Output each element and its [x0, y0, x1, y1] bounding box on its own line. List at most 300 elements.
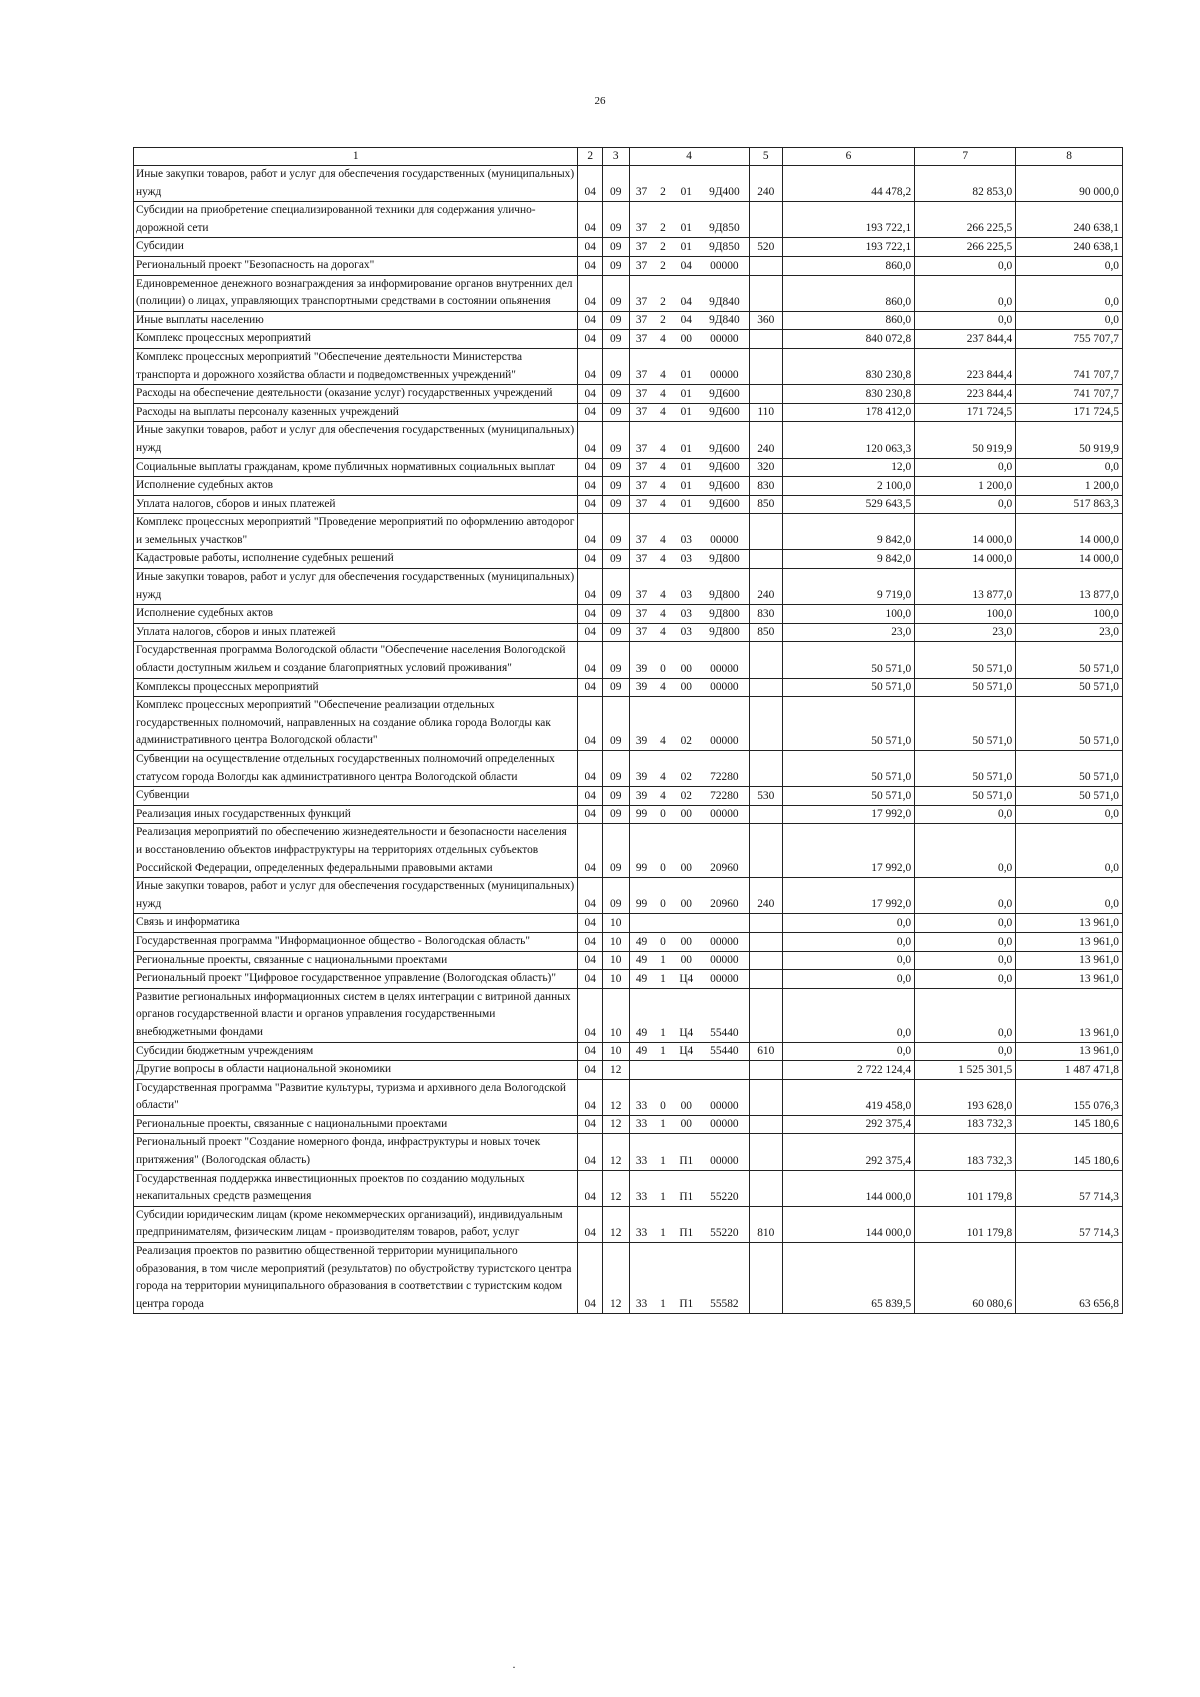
row-subprogram-code: 0 — [654, 878, 673, 914]
row-direction-code: 55582 — [700, 1243, 749, 1314]
row-name-cell: Уплата налогов, сборов и иных платежей — [134, 495, 578, 514]
row-section-code: 04 — [578, 1243, 602, 1314]
row-subprogram-code: 2 — [654, 275, 673, 311]
row-activity-code: 00 — [672, 1115, 700, 1134]
row-direction-code: 00000 — [700, 1115, 749, 1134]
row-section-code: 04 — [578, 514, 602, 550]
row-subsection-code: 09 — [602, 256, 629, 275]
row-subsection-code: 10 — [602, 970, 629, 989]
row-amount-col6: 17 992,0 — [782, 824, 914, 878]
row-subprogram-code: 4 — [654, 605, 673, 624]
row-amount-col7: 0,0 — [915, 970, 1016, 989]
row-direction-code: 9Д850 — [700, 202, 749, 238]
header-col-8: 8 — [1016, 148, 1123, 166]
row-subsection-code: 09 — [602, 550, 629, 569]
table-row — [134, 623, 1123, 642]
row-subprogram-code: 1 — [654, 988, 673, 1042]
row-program-code — [629, 1061, 653, 1080]
row-subsection-code: 09 — [602, 275, 629, 311]
row-amount-col8: 155 076,3 — [1016, 1079, 1123, 1115]
row-direction-code: 20960 — [700, 878, 749, 914]
row-direction-code: 00000 — [700, 330, 749, 349]
row-direction-code: 9Д800 — [700, 623, 749, 642]
row-program-code: 37 — [629, 330, 653, 349]
row-section-code: 04 — [578, 458, 602, 477]
row-amount-col7: 0,0 — [915, 495, 1016, 514]
row-activity-code: 03 — [672, 550, 700, 569]
row-name-cell: Кадастровые работы, исполнение судебных решений — [134, 550, 578, 569]
row-activity-code: 00 — [672, 824, 700, 878]
row-amount-col7: 0,0 — [915, 878, 1016, 914]
row-activity-code — [672, 1061, 700, 1080]
row-subsection-code: 09 — [602, 385, 629, 404]
row-amount-col8: 13 961,0 — [1016, 970, 1123, 989]
row-section-code: 04 — [578, 805, 602, 824]
table-row — [134, 824, 1123, 878]
row-subprogram-code: 4 — [654, 787, 673, 806]
row-program-code: 39 — [629, 787, 653, 806]
row-subsection-code: 10 — [602, 932, 629, 951]
row-direction-code: 20960 — [700, 824, 749, 878]
row-expense-type — [749, 1079, 782, 1115]
row-program-code: 33 — [629, 1079, 653, 1115]
row-name-cell: Иные выплаты населению — [134, 311, 578, 330]
row-subprogram-code: 0 — [654, 824, 673, 878]
row-amount-col8: 50 571,0 — [1016, 678, 1123, 697]
row-expense-type: 520 — [749, 238, 782, 257]
row-amount-col6: 100,0 — [782, 605, 914, 624]
row-subsection-code: 12 — [602, 1079, 629, 1115]
table-row — [134, 1170, 1123, 1206]
row-amount-col8: 13 961,0 — [1016, 914, 1123, 933]
row-name-cell: Региональный проект "Создание номерного фонда, инфраструктуры и новых точек притяжения" (Вологодская область) — [134, 1134, 578, 1170]
row-program-code: 49 — [629, 951, 653, 970]
row-program-code: 33 — [629, 1134, 653, 1170]
row-expense-type — [749, 697, 782, 751]
table-row — [134, 951, 1123, 970]
row-name-cell: Иные закупки товаров, работ и услуг для обеспечения государственных (муниципальных) нужд — [134, 878, 578, 914]
row-expense-type — [749, 1170, 782, 1206]
row-program-code: 37 — [629, 166, 653, 202]
row-amount-col6: 144 000,0 — [782, 1206, 914, 1242]
row-name-cell: Государственная программа "Развитие культуры, туризма и архивного дела Вологодской области" — [134, 1079, 578, 1115]
row-expense-type: 810 — [749, 1206, 782, 1242]
row-name-cell: Социальные выплаты гражданам, кроме публичных нормативных социальных выплат — [134, 458, 578, 477]
row-subsection-code: 12 — [602, 1061, 629, 1080]
table-row — [134, 787, 1123, 806]
row-amount-col7: 0,0 — [915, 914, 1016, 933]
row-amount-col6: 9 842,0 — [782, 550, 914, 569]
row-amount-col8: 145 180,6 — [1016, 1115, 1123, 1134]
row-direction-code: 9Д600 — [700, 477, 749, 496]
row-amount-col6: 23,0 — [782, 623, 914, 642]
row-amount-col6: 50 571,0 — [782, 787, 914, 806]
row-amount-col7: 13 877,0 — [915, 569, 1016, 605]
row-subsection-code: 10 — [602, 1042, 629, 1061]
row-amount-col8: 0,0 — [1016, 256, 1123, 275]
row-expense-type: 530 — [749, 787, 782, 806]
row-subprogram-code: 4 — [654, 678, 673, 697]
row-activity-code: Ц4 — [672, 970, 700, 989]
row-expense-type — [749, 202, 782, 238]
row-expense-type — [749, 805, 782, 824]
row-amount-col7: 101 179,8 — [915, 1170, 1016, 1206]
row-amount-col6: 860,0 — [782, 311, 914, 330]
table-row — [134, 202, 1123, 238]
row-section-code: 04 — [578, 256, 602, 275]
row-amount-col8: 14 000,0 — [1016, 514, 1123, 550]
row-expense-type: 240 — [749, 569, 782, 605]
row-section-code: 04 — [578, 238, 602, 257]
row-expense-type: 830 — [749, 605, 782, 624]
row-activity-code: П1 — [672, 1170, 700, 1206]
row-section-code: 04 — [578, 275, 602, 311]
row-expense-type — [749, 1243, 782, 1314]
row-name-cell: Уплата налогов, сборов и иных платежей — [134, 623, 578, 642]
row-activity-code: 02 — [672, 751, 700, 787]
row-section-code: 04 — [578, 1061, 602, 1080]
row-amount-col6: 840 072,8 — [782, 330, 914, 349]
row-amount-col8: 741 707,7 — [1016, 348, 1123, 384]
row-subsection-code: 09 — [602, 805, 629, 824]
row-amount-col8: 13 961,0 — [1016, 1042, 1123, 1061]
row-name-cell: Субсидии — [134, 238, 578, 257]
row-amount-col7: 0,0 — [915, 458, 1016, 477]
row-subprogram-code: 4 — [654, 330, 673, 349]
row-amount-col6: 178 412,0 — [782, 403, 914, 422]
row-amount-col7: 100,0 — [915, 605, 1016, 624]
row-subsection-code: 09 — [602, 623, 629, 642]
row-subsection-code: 09 — [602, 166, 629, 202]
row-direction-code: 9Д800 — [700, 550, 749, 569]
table-row — [134, 805, 1123, 824]
row-subprogram-code: 1 — [654, 951, 673, 970]
row-name-cell: Исполнение судебных актов — [134, 477, 578, 496]
row-activity-code: 00 — [672, 678, 700, 697]
row-amount-col7: 0,0 — [915, 988, 1016, 1042]
row-program-code: 37 — [629, 495, 653, 514]
row-activity-code: Ц4 — [672, 988, 700, 1042]
table-row — [134, 1206, 1123, 1242]
row-amount-col8: 240 638,1 — [1016, 238, 1123, 257]
row-expense-type — [749, 678, 782, 697]
row-section-code: 04 — [578, 605, 602, 624]
row-expense-type — [749, 1061, 782, 1080]
row-subprogram-code: 4 — [654, 458, 673, 477]
row-subprogram-code: 1 — [654, 1134, 673, 1170]
row-subprogram-code: 4 — [654, 569, 673, 605]
row-expense-type — [749, 256, 782, 275]
row-program-code: 99 — [629, 805, 653, 824]
row-subsection-code: 09 — [602, 514, 629, 550]
row-direction-code: 9Д800 — [700, 569, 749, 605]
row-amount-col6: 17 992,0 — [782, 878, 914, 914]
row-section-code: 04 — [578, 202, 602, 238]
row-subprogram-code: 0 — [654, 642, 673, 678]
budget-table-container — [133, 147, 1123, 1314]
row-amount-col8: 171 724,5 — [1016, 403, 1123, 422]
row-subprogram-code — [654, 1061, 673, 1080]
row-amount-col7: 50 571,0 — [915, 642, 1016, 678]
table-row — [134, 275, 1123, 311]
table-row — [134, 970, 1123, 989]
row-subsection-code: 12 — [602, 1243, 629, 1314]
row-program-code: 39 — [629, 678, 653, 697]
row-program-code: 37 — [629, 605, 653, 624]
row-amount-col6: 50 571,0 — [782, 751, 914, 787]
row-direction-code: 00000 — [700, 1079, 749, 1115]
row-amount-col7: 193 628,0 — [915, 1079, 1016, 1115]
table-row — [134, 458, 1123, 477]
row-direction-code: 55440 — [700, 988, 749, 1042]
row-direction-code: 9Д600 — [700, 422, 749, 458]
row-direction-code: 55440 — [700, 1042, 749, 1061]
row-amount-col6: 2 722 124,4 — [782, 1061, 914, 1080]
table-row — [134, 330, 1123, 349]
row-amount-col7: 266 225,5 — [915, 202, 1016, 238]
row-amount-col8: 13 961,0 — [1016, 988, 1123, 1042]
row-section-code: 04 — [578, 951, 602, 970]
row-direction-code: 9Д600 — [700, 403, 749, 422]
page-number: 26 — [594, 95, 606, 107]
row-name-cell: Субвенции — [134, 787, 578, 806]
row-amount-col8: 0,0 — [1016, 805, 1123, 824]
row-activity-code: 01 — [672, 238, 700, 257]
row-amount-col6: 292 375,4 — [782, 1115, 914, 1134]
row-section-code: 04 — [578, 824, 602, 878]
row-subsection-code: 12 — [602, 1206, 629, 1242]
row-subsection-code: 09 — [602, 422, 629, 458]
row-name-cell: Комплекс процессных мероприятий "Проведение мероприятий по оформлению автодорог и земельных участков" — [134, 514, 578, 550]
scan-mark: · — [512, 1660, 516, 1674]
table-row — [134, 1061, 1123, 1080]
row-name-cell: Субсидии бюджетным учреждениям — [134, 1042, 578, 1061]
row-name-cell: Государственная поддержка инвестиционных проектов по созданию модульных некапитальных средств размещения — [134, 1170, 578, 1206]
row-amount-col8: 63 656,8 — [1016, 1243, 1123, 1314]
row-name-cell: Комплексы процессных мероприятий — [134, 678, 578, 697]
row-expense-type — [749, 330, 782, 349]
row-subprogram-code: 1 — [654, 970, 673, 989]
row-activity-code: 01 — [672, 166, 700, 202]
row-activity-code: 04 — [672, 256, 700, 275]
row-expense-type — [749, 824, 782, 878]
row-amount-col7: 50 571,0 — [915, 697, 1016, 751]
row-activity-code: 01 — [672, 495, 700, 514]
row-program-code: 33 — [629, 1115, 653, 1134]
row-program-code: 37 — [629, 238, 653, 257]
row-section-code: 04 — [578, 623, 602, 642]
row-expense-type — [749, 385, 782, 404]
row-amount-col7: 183 732,3 — [915, 1115, 1016, 1134]
table-row — [134, 878, 1123, 914]
row-amount-col7: 0,0 — [915, 311, 1016, 330]
row-name-cell: Исполнение судебных актов — [134, 605, 578, 624]
header-col-7: 7 — [915, 148, 1016, 166]
row-amount-col7: 1 525 301,5 — [915, 1061, 1016, 1080]
table-row — [134, 678, 1123, 697]
row-subsection-code: 12 — [602, 1170, 629, 1206]
table-row — [134, 932, 1123, 951]
row-amount-col6: 0,0 — [782, 951, 914, 970]
row-direction-code: 00000 — [700, 805, 749, 824]
row-expense-type: 240 — [749, 878, 782, 914]
row-program-code: 33 — [629, 1206, 653, 1242]
row-name-cell: Субсидии на приобретение специализированной техники для содержания улично-дорожной сети — [134, 202, 578, 238]
row-activity-code: 03 — [672, 514, 700, 550]
row-direction-code: 9Д840 — [700, 275, 749, 311]
row-section-code: 04 — [578, 1042, 602, 1061]
row-direction-code: 9Д800 — [700, 605, 749, 624]
table-row — [134, 385, 1123, 404]
row-amount-col7: 0,0 — [915, 951, 1016, 970]
table-row — [134, 166, 1123, 202]
row-section-code: 04 — [578, 569, 602, 605]
row-program-code: 49 — [629, 932, 653, 951]
row-amount-col6: 193 722,1 — [782, 238, 914, 257]
row-amount-col8: 240 638,1 — [1016, 202, 1123, 238]
row-amount-col8: 0,0 — [1016, 275, 1123, 311]
row-amount-col7: 0,0 — [915, 932, 1016, 951]
table-row — [134, 1243, 1123, 1314]
row-direction-code: 72280 — [700, 751, 749, 787]
row-direction-code: 9Д850 — [700, 238, 749, 257]
row-subprogram-code: 4 — [654, 751, 673, 787]
row-activity-code: 00 — [672, 642, 700, 678]
row-amount-col7: 0,0 — [915, 275, 1016, 311]
table-row — [134, 348, 1123, 384]
row-program-code: 37 — [629, 458, 653, 477]
row-program-code: 99 — [629, 824, 653, 878]
row-subsection-code: 12 — [602, 1134, 629, 1170]
row-section-code: 04 — [578, 330, 602, 349]
row-program-code: 99 — [629, 878, 653, 914]
row-direction-code: 00000 — [700, 514, 749, 550]
row-direction-code: 00000 — [700, 642, 749, 678]
row-amount-col8: 50 571,0 — [1016, 751, 1123, 787]
row-subsection-code: 09 — [602, 477, 629, 496]
row-amount-col7: 23,0 — [915, 623, 1016, 642]
row-activity-code: 01 — [672, 403, 700, 422]
row-subprogram-code: 0 — [654, 1079, 673, 1115]
row-name-cell: Комплекс процессных мероприятий — [134, 330, 578, 349]
row-activity-code: 04 — [672, 311, 700, 330]
row-activity-code: 02 — [672, 787, 700, 806]
header-col-3: 3 — [602, 148, 629, 166]
row-expense-type: 110 — [749, 403, 782, 422]
row-amount-col7: 237 844,4 — [915, 330, 1016, 349]
row-amount-col7: 82 853,0 — [915, 166, 1016, 202]
row-direction-code: 00000 — [700, 970, 749, 989]
row-section-code: 04 — [578, 348, 602, 384]
row-activity-code: П1 — [672, 1134, 700, 1170]
row-subprogram-code: 2 — [654, 256, 673, 275]
row-expense-type — [749, 642, 782, 678]
row-subsection-code: 09 — [602, 403, 629, 422]
row-name-cell: Единовременное денежного вознаграждения за информирование органов внутренних дел (полиции) о лицах, управляющих транспортными средствами в состоянии опьянения — [134, 275, 578, 311]
row-subprogram-code: 4 — [654, 477, 673, 496]
row-amount-col6: 2 100,0 — [782, 477, 914, 496]
row-activity-code: Ц4 — [672, 1042, 700, 1061]
row-activity-code: 01 — [672, 477, 700, 496]
row-subprogram-code: 1 — [654, 1206, 673, 1242]
table-row — [134, 238, 1123, 257]
row-section-code: 04 — [578, 1115, 602, 1134]
row-direction-code: 9Д600 — [700, 458, 749, 477]
row-program-code: 37 — [629, 385, 653, 404]
row-name-cell: Региональные проекты, связанные с национальными проектами — [134, 951, 578, 970]
row-expense-type — [749, 275, 782, 311]
row-amount-col7: 14 000,0 — [915, 550, 1016, 569]
row-amount-col6: 50 571,0 — [782, 697, 914, 751]
row-activity-code: 01 — [672, 422, 700, 458]
row-section-code: 04 — [578, 477, 602, 496]
row-amount-col8: 14 000,0 — [1016, 550, 1123, 569]
row-direction-code: 9Д600 — [700, 495, 749, 514]
row-subsection-code: 09 — [602, 678, 629, 697]
table-row — [134, 569, 1123, 605]
row-name-cell: Иные закупки товаров, работ и услуг для обеспечения государственных (муниципальных) нужд — [134, 422, 578, 458]
row-amount-col7: 0,0 — [915, 824, 1016, 878]
row-expense-type: 850 — [749, 623, 782, 642]
row-amount-col6: 419 458,0 — [782, 1079, 914, 1115]
row-expense-type: 360 — [749, 311, 782, 330]
row-amount-col7: 60 080,6 — [915, 1243, 1016, 1314]
table-row — [134, 514, 1123, 550]
row-activity-code: 00 — [672, 1079, 700, 1115]
row-activity-code: 00 — [672, 330, 700, 349]
table-row — [134, 256, 1123, 275]
row-activity-code: 03 — [672, 569, 700, 605]
row-amount-col6: 50 571,0 — [782, 642, 914, 678]
row-subsection-code: 10 — [602, 988, 629, 1042]
row-amount-col7: 1 200,0 — [915, 477, 1016, 496]
row-amount-col6: 0,0 — [782, 932, 914, 951]
row-expense-type — [749, 914, 782, 933]
row-activity-code: 01 — [672, 202, 700, 238]
table-row — [134, 988, 1123, 1042]
row-subsection-code: 09 — [602, 495, 629, 514]
row-amount-col6: 292 375,4 — [782, 1134, 914, 1170]
row-program-code: 37 — [629, 477, 653, 496]
row-amount-col7: 50 571,0 — [915, 787, 1016, 806]
row-section-code: 04 — [578, 697, 602, 751]
row-section-code: 04 — [578, 914, 602, 933]
row-section-code: 04 — [578, 1079, 602, 1115]
row-amount-col6: 0,0 — [782, 1042, 914, 1061]
row-direction-code: 00000 — [700, 932, 749, 951]
row-section-code: 04 — [578, 311, 602, 330]
row-subsection-code: 09 — [602, 605, 629, 624]
table-row — [134, 751, 1123, 787]
row-subprogram-code: 2 — [654, 238, 673, 257]
row-expense-type: 320 — [749, 458, 782, 477]
row-amount-col7: 223 844,4 — [915, 348, 1016, 384]
row-expense-type: 830 — [749, 477, 782, 496]
row-amount-col7: 14 000,0 — [915, 514, 1016, 550]
row-amount-col6: 0,0 — [782, 914, 914, 933]
row-section-code: 04 — [578, 878, 602, 914]
row-direction-code: 72280 — [700, 787, 749, 806]
table-row — [134, 605, 1123, 624]
row-activity-code: 03 — [672, 605, 700, 624]
row-section-code: 04 — [578, 385, 602, 404]
row-subsection-code: 09 — [602, 751, 629, 787]
row-program-code: 37 — [629, 422, 653, 458]
row-amount-col6: 65 839,5 — [782, 1243, 914, 1314]
row-subprogram-code — [654, 914, 673, 933]
row-program-code: 33 — [629, 1170, 653, 1206]
row-activity-code: 00 — [672, 805, 700, 824]
